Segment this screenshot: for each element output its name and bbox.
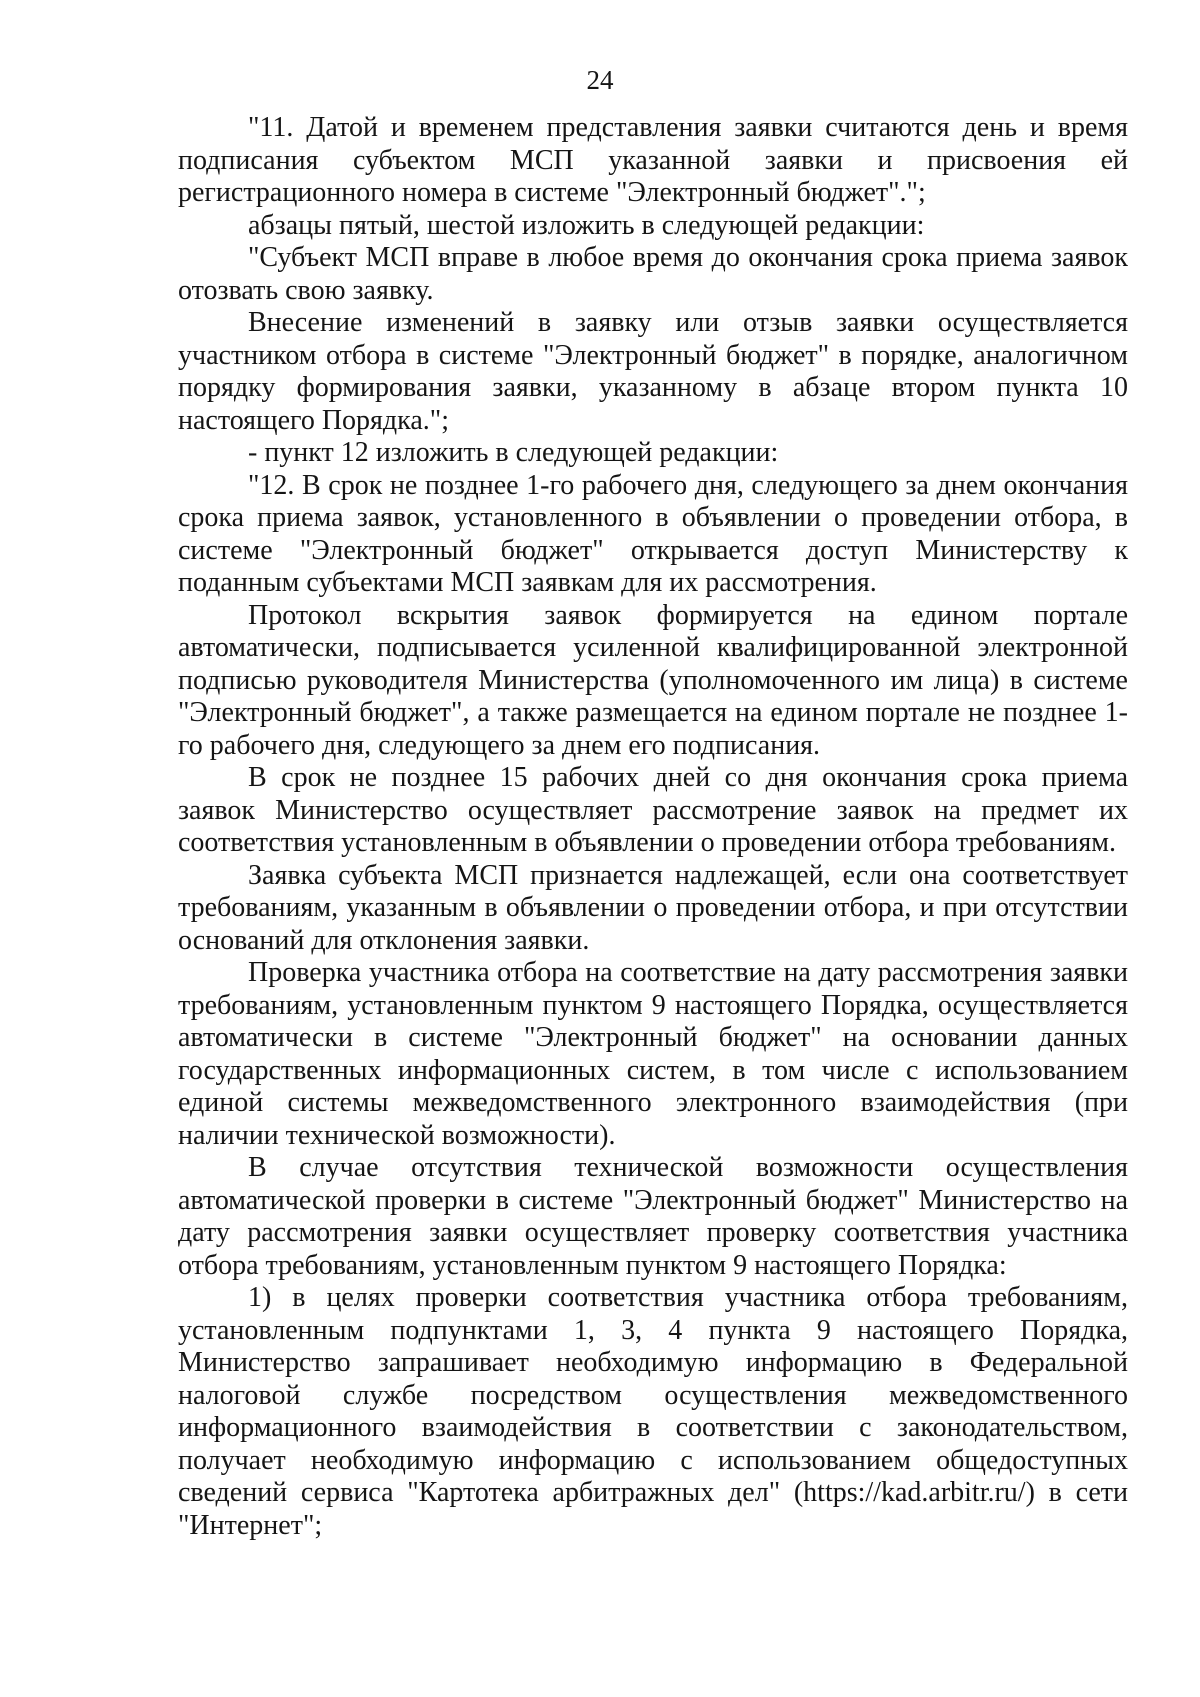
paragraph-review-period: В срок не позднее 15 рабочих дней со дня окончания срока приема заявок Министерство осуществляет рассмотрение заявок на предмет их соответствия установленным в объявлении о проведении отбора требованиям. bbox=[178, 762, 1128, 858]
page-number: 24 bbox=[586, 65, 614, 95]
paragraph-application-proper: Заявка субъекта МСП признается надлежащей, если она соответствует требованиям, указанным в объявлении о проведении отбора, и при отсутствии оснований для отклонения заявки. bbox=[178, 859, 1128, 956]
document-body bbox=[178, 112, 1128, 1542]
paragraph-item-1: 1) в целях проверки соответствия участника отбора требованиям, установленным подпунктами 1, 3, 4 пункта 9 настоящего Порядка, Министерство запрашивает необходимую информацию в Федеральной налоговой службе посредством осуществления межведомственного информационного взаимодействия в соответствии с законодательством, получает необходимую информацию с использованием общедоступных сведений сервиса "Картотека арбитражных дел" (https://kad.arbitr.ru/) в сети "Интернет"; bbox=[178, 1282, 1128, 1541]
paragraph-opening-protocol: Протокол вскрытия заявок формируется на едином портале автоматически, подписывается усиленной квалифицированной электронной подписью руководителя Министерства (уполномоченного им лица) в системе "Электронный бюджет", а также размещается на едином портале не позднее 1-го рабочего дня, следующего за днем его подписания. bbox=[178, 599, 1128, 761]
paragraph-changes-to-application: Внесение изменений в заявку или отзыв заявки осуществляется участником отбора в системе "Электронный бюджет" в порядке, аналогичном порядку формирования заявки, указанному в абзаце втором пункта 10 настоящего Порядка."; bbox=[178, 307, 1128, 436]
paragraph-clause-11: "11. Датой и временем представления заявки считаются день и время подписания субъектом МСП указанной заявки и присвоения ей регистрационного номера в системе "Электронный бюджет"."; bbox=[178, 112, 1128, 208]
paragraph-amend-clause-12: - пункт 12 изложить в следующей редакции: bbox=[248, 437, 779, 468]
paragraph-withdraw-application: "Субъект МСП вправе в любое время до окончания срока приема заявок отозвать свою заявку. bbox=[178, 242, 1128, 306]
paragraph-clause-12: "12. В срок не позднее 1-го рабочего дня, следующего за днем окончания срока приема заявок, установленного в объявлении о проведении отбора, в системе "Электронный бюджет" открывается доступ Министерству к поданным субъектами МСП заявкам для их рассмотрения. bbox=[178, 469, 1128, 598]
paragraph-manual-check: В случае отсутствия технической возможности осуществления автоматической проверки в системе "Электронный бюджет" Министерство на дату рассмотрения заявки осуществляет проверку соответствия участника отбора требованиям, установленным пунктом 9 настоящего Порядка: bbox=[178, 1152, 1128, 1281]
paragraph-amend-abzacy: абзацы пятый, шестой изложить в следующей редакции: bbox=[248, 209, 925, 241]
paragraph-automatic-check: Проверка участника отбора на соответствие на дату рассмотрения заявки требованиям, установленным пунктом 9 настоящего Порядка, осуществляется автоматически в системе "Электронный бюджет" на основании данных государственных информационных систем, в том числе с использованием единой системы межведомственного электронного взаимодействия (при наличии технической возможности). bbox=[178, 957, 1128, 1151]
